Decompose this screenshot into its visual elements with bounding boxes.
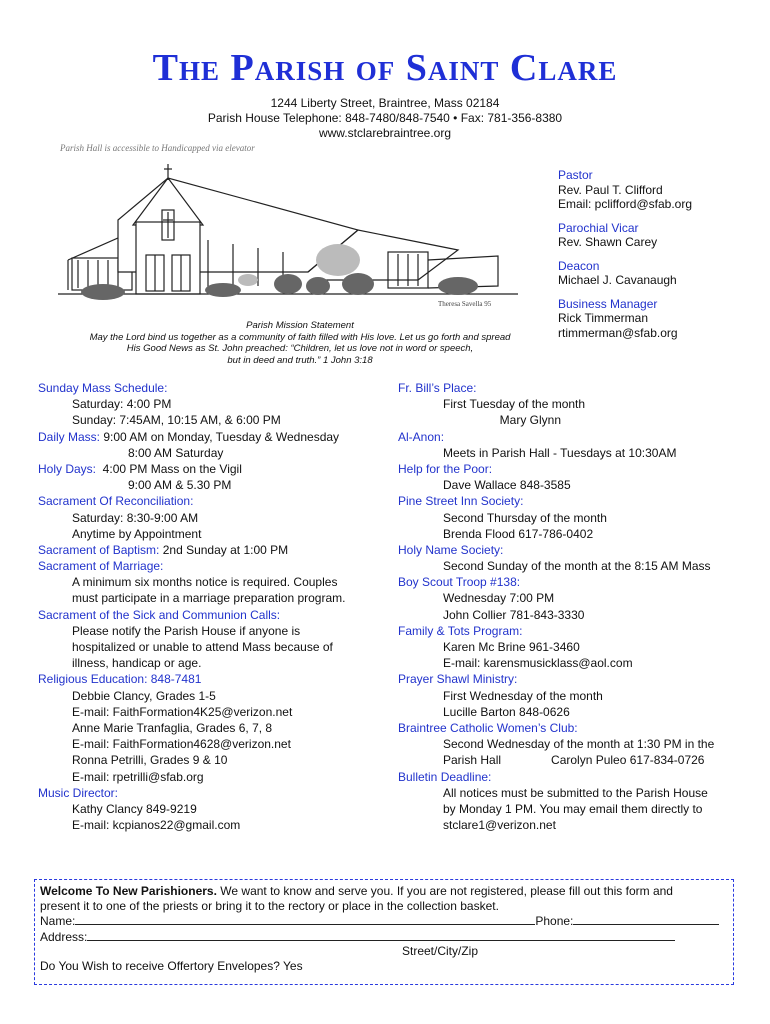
staff-entry [558,259,763,288]
item-text: E-mail: karensmusicklass@aol.com [443,656,633,671]
item-text: John Collier 781-843-3330 [443,607,585,622]
list-item [38,510,383,526]
item-text: stclare1@verizon.net [443,818,556,833]
staff-entry [558,297,763,341]
registration-form [40,884,730,973]
section-label: Sacrament of Marriage: [38,559,164,574]
artist-signature: Theresa Savella 95 [438,300,492,308]
section-label: Sacrament of Baptism: [38,542,160,557]
list-item [398,769,758,785]
list-item [398,429,758,445]
list-item [398,688,758,704]
list-item [38,688,383,704]
staff-role: Business Manager [558,296,658,311]
parish-website: www.stclarebraintree.org [318,126,452,140]
list-item [398,704,758,720]
list-item [398,671,758,687]
list-item [38,412,383,428]
list-item [398,477,758,493]
item-text: by Monday 1 PM. You may email them directly to [443,801,703,816]
mission-line: His Good News as St. John preached: “Children, let us love not in word or speech, [126,343,474,354]
item-text: Wednesday 7:00 PM [443,591,555,606]
staff-detail: rtimmerman@sfab.org [558,325,678,340]
item-text: First Tuesday of the month [443,397,586,412]
item-text: Second Sunday of the month at the 8:15 AM Mass [443,559,711,574]
item-text: Anytime by Appointment [72,526,202,541]
list-item [38,574,383,590]
address-field[interactable] [87,929,675,941]
item-text: Mary Glynn [443,413,562,428]
item-text: Anne Marie Tranfaglia, Grades 6, 7, 8 [72,720,273,735]
item-text: Parish Hall Carolyn Puleo 617-834-0726 [443,753,705,768]
list-item [38,477,383,493]
list-item [38,542,383,558]
staff-detail: Email: pclifford@sfab.org [558,197,693,211]
item-text: Karen Mc Brine 961-3460 [443,640,580,654]
section-label: Family & Tots Program: [398,623,523,638]
list-item [398,493,758,509]
church-illustration [58,160,528,310]
item-text: must participate in a marriage preparation program. [72,591,346,606]
list-item [398,558,758,574]
section-label: Prayer Shawl Ministry: [398,672,518,687]
staff-entry [558,221,763,250]
section-label: Sacrament of the Sick and Communion Calls: [38,607,281,622]
staff-list [558,168,763,349]
item-text: E-mail: FaithFormation4K25@verizon.net [72,704,293,719]
envelope-question: Do You Wish to receive Offertory Envelopes? Yes [40,958,303,973]
mission-line: but in deed and truth.” 1 John 3:18 [227,354,373,366]
item-text: Please notify the Parish House if anyone is [72,623,301,638]
section-label: Boy Scout Troop #138: [398,575,521,590]
list-item [38,769,383,785]
list-item [398,461,758,477]
list-item [398,574,758,590]
list-item [38,380,383,396]
item-text: Sunday: 7:45AM, 10:15 AM, & 6:00 PM [72,413,281,428]
name-field[interactable] [75,913,535,925]
staff-entry [558,168,763,212]
mission-heading: Parish Mission Statement [246,320,354,331]
item-text: 9:00 AM on Monday, Tuesday & Wednesday [100,429,340,444]
phone-label: Phone: [535,914,574,928]
item-text: 8:00 AM Saturday [128,445,224,460]
staff-role: Parochial Vicar [558,220,639,235]
section-label: Pine Street Inn Society: [398,494,524,509]
list-item [38,445,383,461]
item-text: Debbie Clancy, Grades 1-5 [72,688,216,703]
list-item [398,752,758,768]
list-item [398,785,758,801]
section-label: Braintree Catholic Women’s Club: [398,720,578,735]
address-hint: Street/City/Zip [402,944,479,958]
list-item [398,623,758,639]
parish-phone: Parish House Telephone: 848-7480/848-7540 • Fax: 781-356-8380 [207,111,563,125]
list-item [38,785,383,801]
list-item [38,396,383,412]
list-item [398,542,758,558]
list-item [398,526,758,542]
staff-detail: Rick Timmerman [558,311,649,325]
list-item [398,655,758,671]
list-item [38,817,383,833]
parish-address: 1244 Liberty Street, Braintree, Mass 02184 [270,96,500,110]
list-item [38,736,383,752]
page-title: The Parish of Saint Clare [152,47,618,89]
list-item [38,801,383,817]
item-text: First Wednesday of the month [443,688,603,703]
item-text: E-mail: FaithFormation4628@verizon.net [72,737,291,752]
ministries-column [398,380,758,833]
list-item [38,558,383,574]
item-text: Lucille Barton 848-0626 [443,704,570,719]
list-item [398,720,758,736]
list-item [398,607,758,623]
list-item [38,493,383,509]
item-text: Dave Wallace 848-3585 [443,478,571,493]
item-text: Meets in Parish Hall - Tuesdays at 10:30AM [443,445,677,460]
item-text: 4:00 PM Mass on the Vigil [96,461,242,476]
staff-role: Pastor [558,168,593,182]
list-item [398,639,758,655]
list-item [38,671,383,687]
list-item [38,752,383,768]
list-item [38,461,383,477]
staff-detail: Rev. Shawn Carey [558,235,658,249]
list-item [38,704,383,720]
list-item [38,720,383,736]
mission-statement [40,320,560,366]
schedule-column [38,380,383,833]
address-label: Address: [40,929,88,944]
list-item [398,380,758,396]
section-label: Religious Education: 848-7481 [38,672,202,687]
section-label: Daily Mass: [38,429,101,444]
staff-role: Deacon [558,258,600,273]
item-text: Kathy Clancy 849-9219 [72,801,197,816]
list-item [398,801,758,817]
section-label: Holy Name Society: [398,542,504,557]
section-label: Music Director: [38,785,119,800]
list-item [398,736,758,752]
section-label: Al-Anon: [398,429,445,444]
section-label: Sacrament Of Reconciliation: [38,494,194,509]
list-item [38,607,383,623]
mission-line: May the Lord bind us together as a community of faith filled with His love. Let us go forth and spread [89,331,511,343]
item-text: Saturday: 4:00 PM [72,397,172,412]
list-item [398,445,758,461]
item-text: E-mail: kcpianos22@gmail.com [72,818,241,833]
welcome-heading: Welcome To New Parishioners. [40,884,217,898]
item-text: Saturday: 8:30-9:00 AM [72,510,199,525]
list-item [398,590,758,606]
list-item [398,396,758,412]
section-label: Bulletin Deadline: [398,769,492,784]
welcome-text-2: present it to one of the priests or bring it to the rectory or place in the collection basket. [40,898,499,913]
item-text: Second Wednesday of the month at 1:30 PM in the [443,737,715,752]
list-item [38,590,383,606]
item-text: 2nd Sunday at 1:00 PM [159,542,289,557]
item-text: Second Thursday of the month [443,510,607,525]
staff-detail: Michael J. Cavanaugh [558,273,677,287]
item-text: hospitalized or unable to attend Mass because of [72,640,333,654]
name-label: Name: [40,914,76,928]
item-text: All notices must be submitted to the Parish House [443,785,708,800]
welcome-text: We want to know and serve you. If you are not registered, please fill out this form and [216,884,673,898]
staff-detail: Rev. Paul T. Clifford [558,182,663,197]
section-label: Holy Days: [38,461,97,476]
phone-field[interactable] [573,913,719,925]
list-item [398,817,758,833]
item-text: Ronna Petrilli, Grades 9 & 10 [72,753,228,768]
list-item [38,429,383,445]
item-text: E-mail: rpetrilli@sfab.org [72,769,204,784]
section-label: Sunday Mass Schedule: [38,381,168,395]
section-label: Fr. Bill’s Place: [398,381,477,395]
list-item [38,655,383,671]
item-text: 9:00 AM & 5.30 PM [128,478,232,493]
list-item [38,623,383,639]
item-text: illness, handicap or age. [72,656,202,671]
list-item [38,526,383,542]
accessibility-note: Parish Hall is accessible to Handicapped via elevator [60,143,255,153]
list-item [38,639,383,655]
section-label: Help for the Poor: [398,461,493,476]
item-text: A minimum six months notice is required. Couples [72,575,338,590]
list-item [398,412,758,428]
list-item [398,510,758,526]
item-text: Brenda Flood 617-786-0402 [443,526,594,541]
